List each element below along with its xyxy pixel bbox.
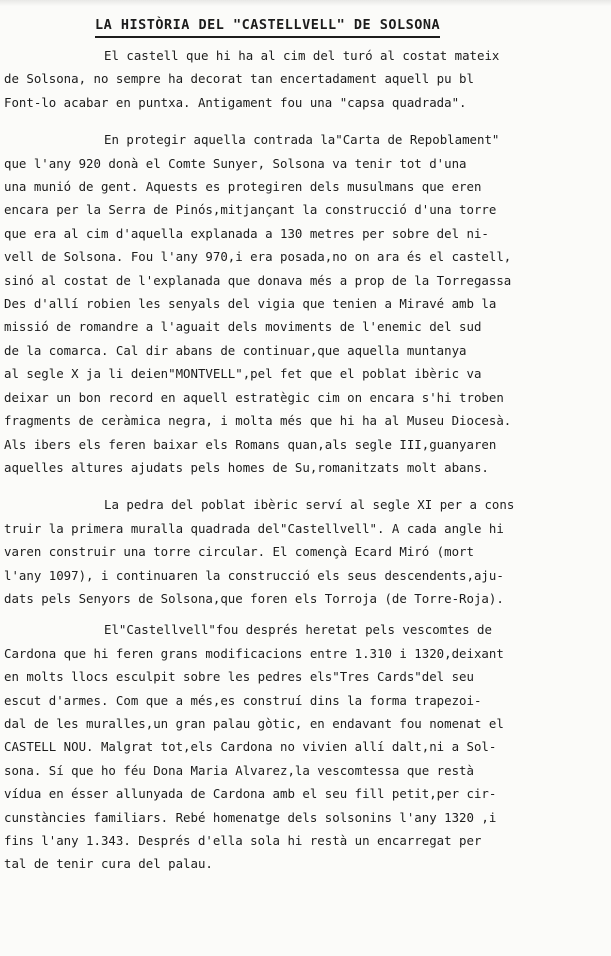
text-line: de Solsona, no sempre ha decorat tan encertadament aquell pu bl [4,71,474,87]
paragraph-2 [4,128,604,479]
text-line: El castell que hi ha al cim del turó al costat mateix [104,48,500,63]
text-line: vídua en ésser allunyada de Cardona amb el seu fill petit,per cir- [4,786,497,802]
text-line: Als ibers els feren baixar els Romans quan,als segle III,guanyaren [4,436,497,452]
text-line: en molts llocs esculpit sobre les pedres els"Tres Cards"del seu [4,669,474,685]
text-line: dats pels Senyors de Solsona,que foren els Torroja (de Torre-Roja). [4,590,504,606]
text-line: missió de romandre a l'aguait dels moviments de l'enemic del sud [4,319,482,335]
text-line: l'any 1097), i continuaren la construcció els seus descendents,aju- [4,567,504,583]
text-line: una munió de gent. Aquests es protegiren dels musulmans que eren [4,179,482,195]
text-line: Cardona que hi feren grans modificacions entre 1.310 i 1320,deixant [4,645,504,661]
text-line: CASTELL NOU. Malgrat tot,els Cardona no vivien allí dalt,ni a Sol- [4,739,497,755]
text-line: escut d'armes. Com que a més,es construí dins la forma trapezoi- [4,692,482,708]
text-line: sona. Sí que ho féu Dona Maria Alvarez,la vescomtessa que restà [4,762,474,778]
text-line: fins l'any 1.343. Després d'ella sola hi restà un encarregat per [4,833,482,848]
text-line: cunstàncies familiars. Rebé homenatge dels solsonins l'any 1320 ,i [4,809,497,825]
text-line: encara per la Serra de Pinós,mitjançant la construcció d'una torre [4,202,497,218]
paragraph-1 [4,44,604,114]
document-title: LA HISTÒRIA DEL "CASTELLVELL" DE SOLSONA [95,17,440,38]
text-line: aquelles altures ajudats pels homes de Su,romanitzats molt abans. [4,459,489,475]
text-line: dal de les muralles,un gran palau gòtic, en endavant fou nomenat el [4,715,504,731]
text-line: tal de tenir cura del palau. [4,856,213,872]
text-line: varen construir una torre circular. El començà Ecard Miró (mort [4,544,474,560]
text-line: truir la primera muralla quadrada del"Castellvell". A cada angle hi [4,520,504,536]
text-line: de la comarca. Cal dir abans de continuar,que aquella muntanya [4,342,467,358]
paragraph-4 [4,618,604,875]
text-line: El"Castellvell"fou després heretat pels vescomtes de [104,622,492,638]
text-line: que era al cim d'aquella explanada a 130 metres per sobre del ni- [4,225,489,241]
text-line: Font-lo acabar en puntxa. Antigament fou una "capsa quadrada". [4,94,467,110]
text-line: La pedra del poblat ibèric serví al segle XI per a cons [104,497,515,513]
text-line: fragments de ceràmica negra, i molta més que hi ha al Museu Diocesà. [4,413,512,429]
document-body [4,44,604,890]
text-line: al segle X ja li deien"MONTVELL",pel fet que el poblat ibèric va [4,366,482,382]
text-line: sinó al costat de l'explanada que donava més a prop de la Torregassa [4,272,512,288]
text-line: Des d'allí robien les senyals del vigia que tenien a Miravé amb la [4,296,497,312]
paragraph-3 [4,493,604,610]
scan-edge-shadow [0,0,611,6]
text-line: deixar un bon record en aquell estratègic cim on encara s'hi troben [4,389,504,405]
text-line: En protegir aquella contrada la"Carta de Repoblament" [104,132,500,148]
text-line: vell de Solsona. Fou l'any 970,i era posada,no on ara és el castell, [4,249,512,265]
text-line: que l'any 920 donà el Comte Sunyer, Solsona va tenir tot d'una [4,155,467,171]
title-block [95,14,475,38]
